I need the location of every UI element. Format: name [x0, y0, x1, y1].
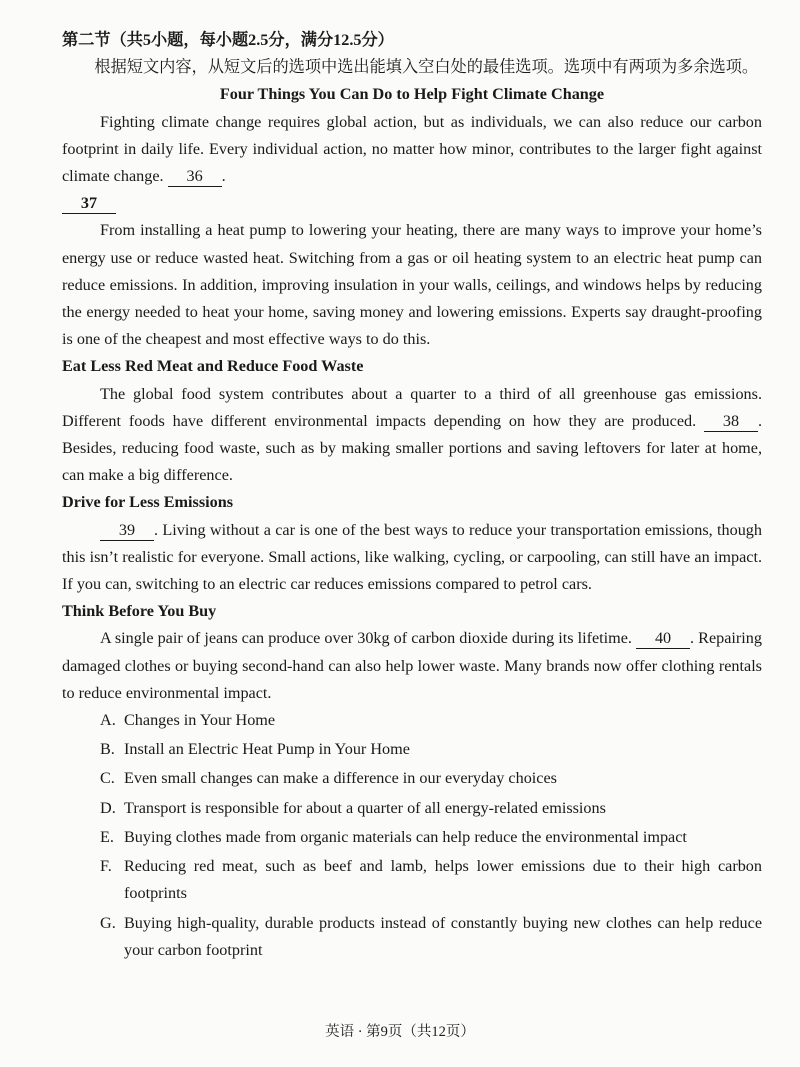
blank-37[interactable]: 37 — [62, 193, 116, 214]
drive-paragraph: 39 . Living without a car is one of the best ways to reduce your transportation emissions, though this isn’t realistic for everyone. Small actions, like walking, cycling, or carpooling, can still have an impact. If you can, switching to an electric car reduces emissions compared to petrol cars. — [62, 520, 762, 594]
option-d[interactable]: D. Transport is responsible for about a quarter of all energy-related emissions — [100, 798, 606, 817]
blank-39[interactable]: 39 — [100, 520, 154, 541]
heading-food: Eat Less Red Meat and Reduce Food Waste — [62, 357, 364, 376]
option-a[interactable]: A. Changes in Your Home — [100, 711, 276, 730]
option-b[interactable]: B. Install an Electric Heat Pump in Your Home — [100, 740, 410, 759]
buy-paragraph: A single pair of jeans can produce over 30kg of carbon dioxide during its lifetime. 40 . Repairing damaged clothes or buying second-hand can also help lower waste. Many brands now offer clothing rentals to reduce environmental impact. — [62, 629, 762, 702]
option-e[interactable]: E. Buying clothes made from organic materials can help reduce the environmental impact — [100, 827, 687, 846]
intro-paragraph: Fighting climate change requires global action, but as individuals, we can also reduce our carbon footprint in daily life. Every individual action, no matter how minor, contributes to the larger fight against climate change. 36 . — [62, 112, 762, 186]
food-paragraph: The global food system contributes about a quarter to a third of all greenhouse gas emissions. Different foods have different environmental impacts depending on how they are produced. 38 . Besides, reducing food waste, such as by making smaller portions and saving leftovers for later at home, can make a big difference. — [62, 384, 763, 485]
option-f[interactable]: F. Reducing red meat, such as beef and lamb, helps lower emissions due to their high carbon footprints — [100, 857, 762, 903]
home-paragraph: From installing a heat pump to lowering your heating, there are many ways to improve your home’s energy use or reduce wasted heat. Switching from a gas or oil heating system to an electric heat pump can reduce emissions. In addition, improving insulation in your walls, ceilings, and windows helps by reducing the energy needed to heat your home, saving money and lowering emissions. Experts say draught-proofing is one of the cheapest and most effective ways to do this. — [62, 221, 762, 349]
section-header: 第二节（共5小题，每小题2.5分，满分12.5分） — [62, 31, 394, 49]
heading-drive: Drive for Less Emissions — [62, 493, 234, 512]
heading-buy: Think Before You Buy — [62, 602, 217, 621]
heading-blank-37 — [62, 190, 762, 217]
options-list — [62, 707, 762, 964]
blank-40[interactable]: 40 — [636, 628, 690, 649]
option-g[interactable]: G. Buying high-quality, durable products instead of constantly buying new clothes can help reduce your carbon footprint — [100, 913, 762, 959]
passage-title: Four Things You Can Do to Help Fight Climate Change — [219, 85, 605, 104]
instructions: 根据短文内容，从短文后的选项中选出能填入空白处的最佳选项。选项中有两项为多余选项。 — [94, 58, 759, 77]
blank-36[interactable]: 36 — [168, 166, 222, 187]
blank-38[interactable]: 38 — [704, 411, 758, 432]
option-c[interactable]: C. Even small changes can make a difference in our everyday choices — [100, 769, 557, 788]
page-footer: 英语 · 第9页（共12页） — [325, 1024, 475, 1040]
